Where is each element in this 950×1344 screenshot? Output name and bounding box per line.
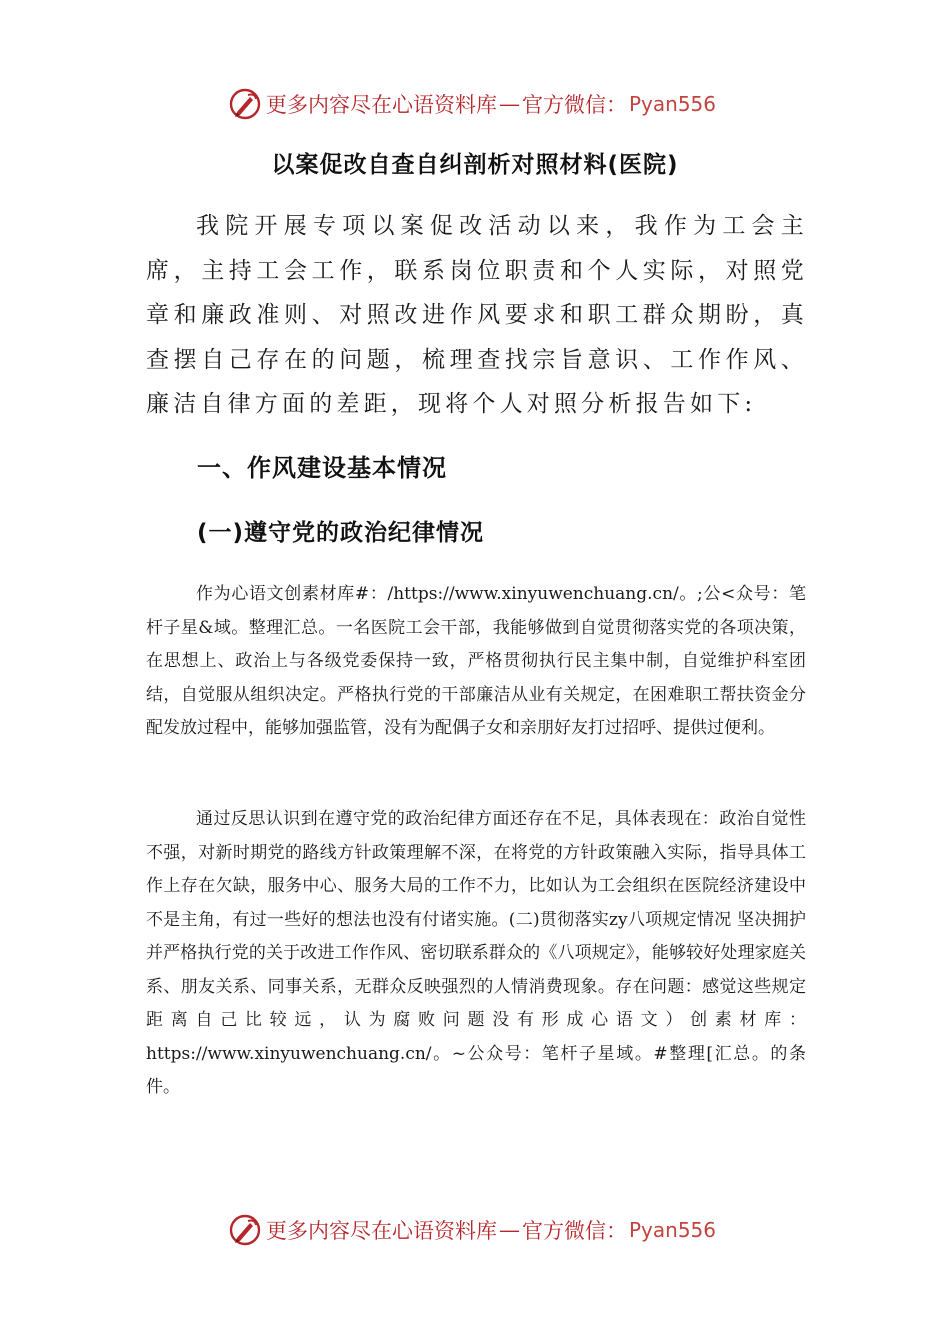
- watermark-dash: —: [499, 1218, 520, 1242]
- body-paragraph-1: 作为心语文创素材库#：/https://www.xinyuwenchuang.cn/。;公<众号：笔杆子星&域。整理汇总。一名医院工会干部，我能够做到自觉贯彻落实党的各项决策，在思想上、政治上与各级党委保持一致，严格贯彻执行民主集中制，自觉维护科室团结，自觉服从组织决定。严格执行党的干部廉洁从业有关规定，在困难职工帮扶资金分配发放过程中，能够加强监管，没有为配偶子女和亲朋好友打过招呼、提供过便利。: [146, 584, 806, 738]
- watermark-banner-top: [228, 84, 748, 124]
- body-paragraph-2: 通过反思认识到在遵守党的政治纪律方面还存在不足，具体表现在：政治自觉性不强，对新时期党的路线方针政策理解不深，在将党的方针政策融入实际，指导具体工作上存在欠缺，服务中心、服务大局的工作不力，比如认为工会组织在医院经济建设中不是主角，有过一些好的想法也没有付诸实施。(二)贯彻落实zy八项规定情况 坚决拥护并严格执行党的关于改进工作作风、密切联系群众的《八项规定》，能够较好处理家庭关系、朋友关系、同事关系，无群众反映强烈的人情消费现象。存在问题：感觉这些规定距离自己比较远，认为腐败问题没有形成心语文）创素材库：https://www.xinyuwenchuang.cn/。~公众号：笔杆子星域。#整理[汇总。的条件。: [146, 809, 806, 1097]
- pen-logo-icon: [228, 1213, 262, 1247]
- watermark-hint: 官方微信：: [522, 93, 627, 117]
- pen-logo-icon: [228, 87, 262, 121]
- section-heading: 一、作风建设基本情况: [197, 454, 447, 482]
- intro-paragraph: 我院开展专项以案促改活动以来，我作为工会主席，主持工会工作，联系岗位职责和个人实际，对照党章和廉政准则、对照改进作风要求和职工群众期盼，真查摆自己存在的问题，梳理查找宗旨意识、工作作风、廉洁自律方面的差距，现将个人对照分析报告如下:: [146, 213, 808, 417]
- watermark-text: 更多内容尽在心语资料库: [266, 93, 497, 117]
- subsection-heading: (一)遵守党的政治纪律情况: [197, 520, 485, 546]
- document-title: 以案促改自查自纠剖析对照材料(医院): [271, 152, 679, 178]
- watermark-text: 更多内容尽在心语资料库: [266, 1219, 497, 1243]
- watermark-banner-bottom: [228, 1210, 748, 1250]
- watermark-id: Pyan556: [629, 92, 717, 116]
- watermark-hint: 官方微信：: [522, 1219, 627, 1243]
- watermark-dash: —: [499, 92, 520, 116]
- watermark-id: Pyan556: [629, 1218, 717, 1242]
